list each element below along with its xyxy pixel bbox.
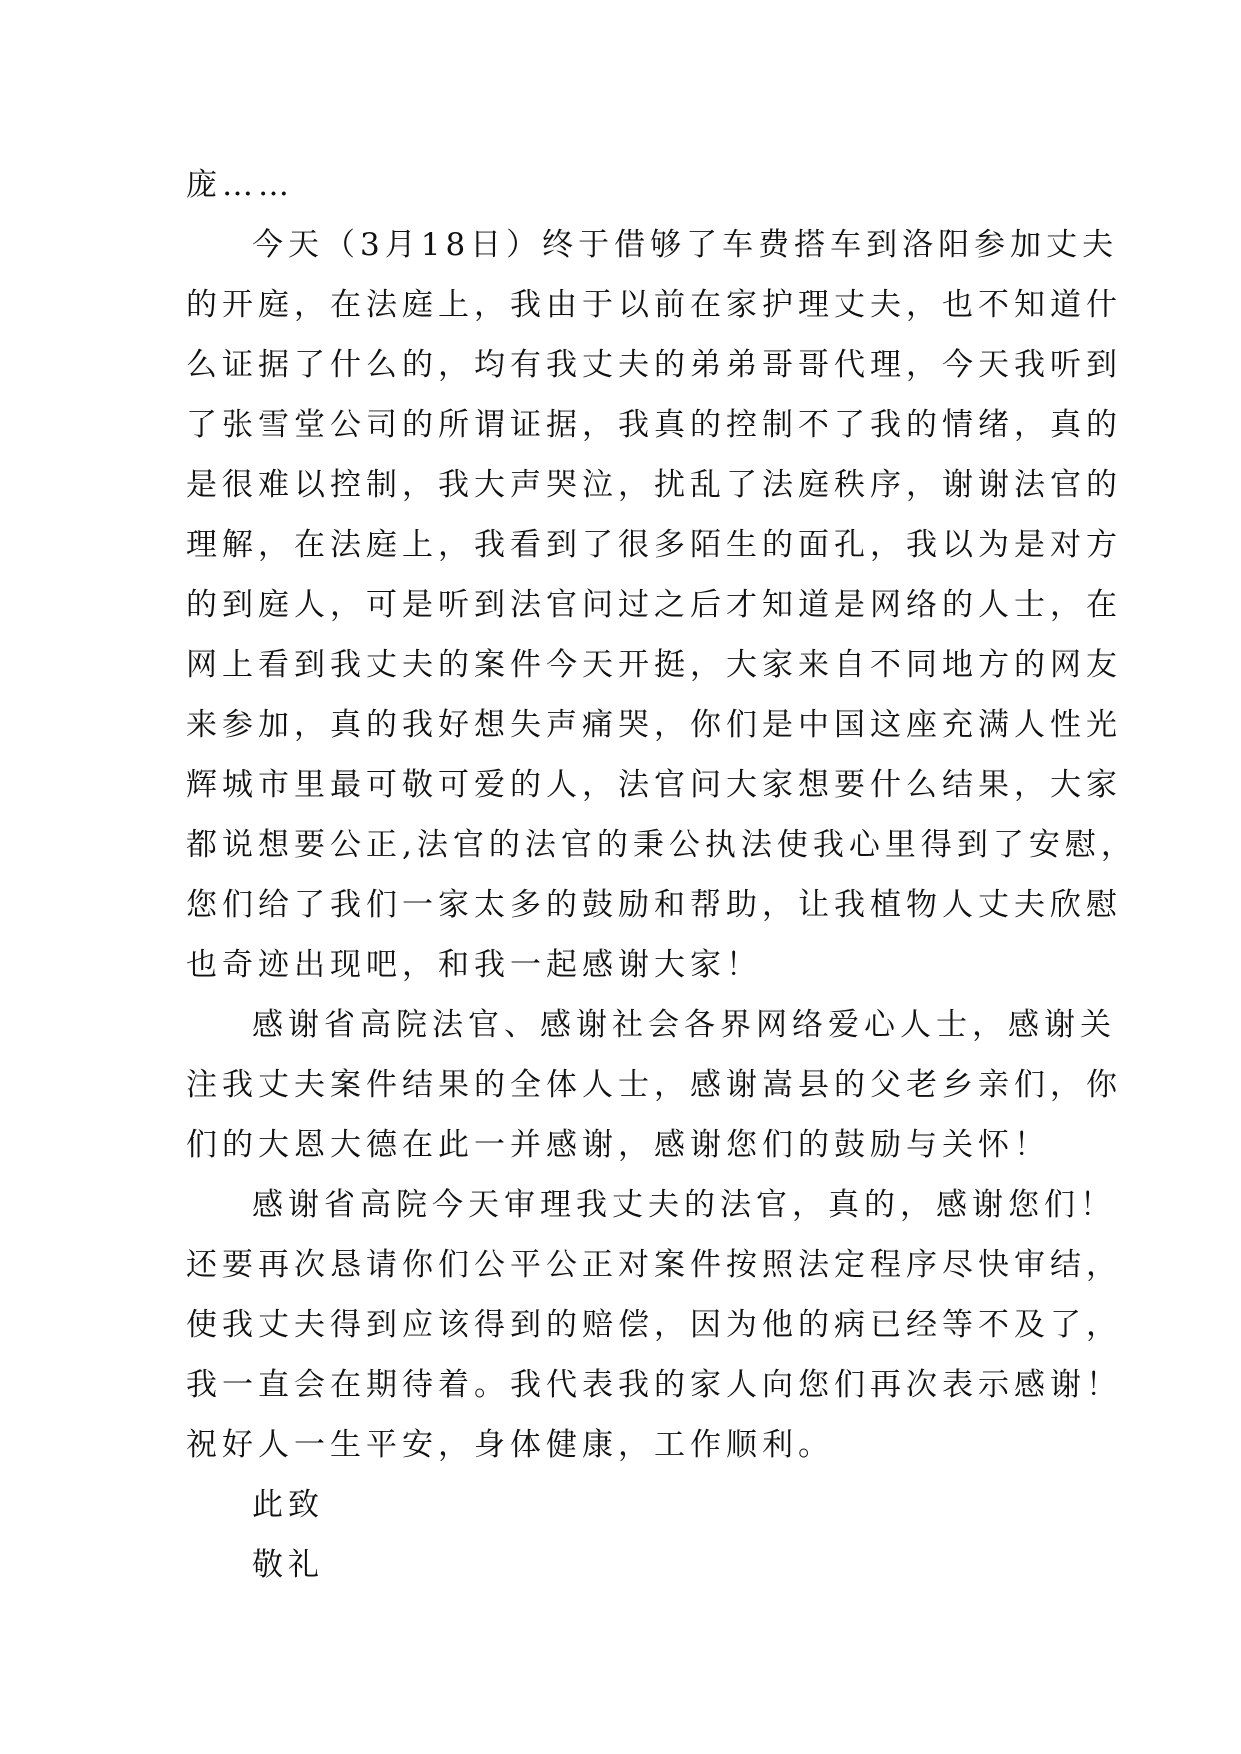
text-line: 庞…… [186, 167, 294, 203]
paragraph-start-line: 感谢省高院今天审理我丈夫的法官，真的，感谢您们！ [252, 1187, 1116, 1223]
text-line: 理解，在法庭上，我看到了很多陌生的面孔，我以为是对方 [186, 527, 1122, 563]
text-line: 使我丈夫得到应该得到的赔偿，因为他的病已经等不及了， [186, 1307, 1122, 1343]
text-line: 是很难以控制，我大声哭泣，扰乱了法庭秩序，谢谢法官的 [186, 467, 1122, 503]
text-line: 您们给了我们一家太多的鼓励和帮助，让我植物人丈夫欣慰 [186, 887, 1122, 923]
text-line: 了张雪堂公司的所谓证据，我真的控制不了我的情绪，真的 [186, 407, 1122, 443]
text-line: 祝好人一生平安，身体健康，工作顺利。 [186, 1427, 834, 1463]
text-line: 网上看到我丈夫的案件今天开挺，大家来自不同地方的网友 [186, 647, 1122, 683]
closing-regards: 敬礼 [252, 1547, 324, 1583]
text-line: 我一直会在期待着。我代表我的家人向您们再次表示感谢！ [186, 1367, 1122, 1403]
text-line: 注我丈夫案件结果的全体人士，感谢嵩县的父老乡亲们，你 [186, 1067, 1122, 1103]
letter-body [186, 155, 1137, 1595]
text-line: 也奇迹出现吧，和我一起感谢大家！ [186, 947, 762, 983]
closing-salutation: 此致 [252, 1487, 324, 1523]
text-line: 的开庭，在法庭上，我由于以前在家护理丈夫，也不知道什 [186, 287, 1122, 323]
paragraph-start-line: 今天（3月18日）终于借够了车费搭车到洛阳参加丈夫 [252, 227, 1119, 263]
text-line: 的到庭人，可是听到法官问过之后才知道是网络的人士，在 [186, 587, 1122, 623]
paragraph-start-line: 感谢省高院法官、感谢社会各界网络爱心人士，感谢关 [252, 1007, 1116, 1043]
text-line: 们的大恩大德在此一并感谢，感谢您们的鼓励与关怀！ [186, 1127, 1050, 1163]
text-line: 都说想要公正,法官的法官的秉公执法使我心里得到了安慰， [186, 827, 1137, 863]
text-line: 来参加，真的我好想失声痛哭，你们是中国这座充满人性光 [186, 707, 1122, 743]
text-line: 还要再次恳请你们公平公正对案件按照法定程序尽快审结， [186, 1247, 1122, 1283]
text-line: 辉城市里最可敬可爱的人，法官问大家想要什么结果，大家 [186, 767, 1122, 803]
text-line: 么证据了什么的，均有我丈夫的弟弟哥哥代理，今天我听到 [186, 347, 1122, 383]
